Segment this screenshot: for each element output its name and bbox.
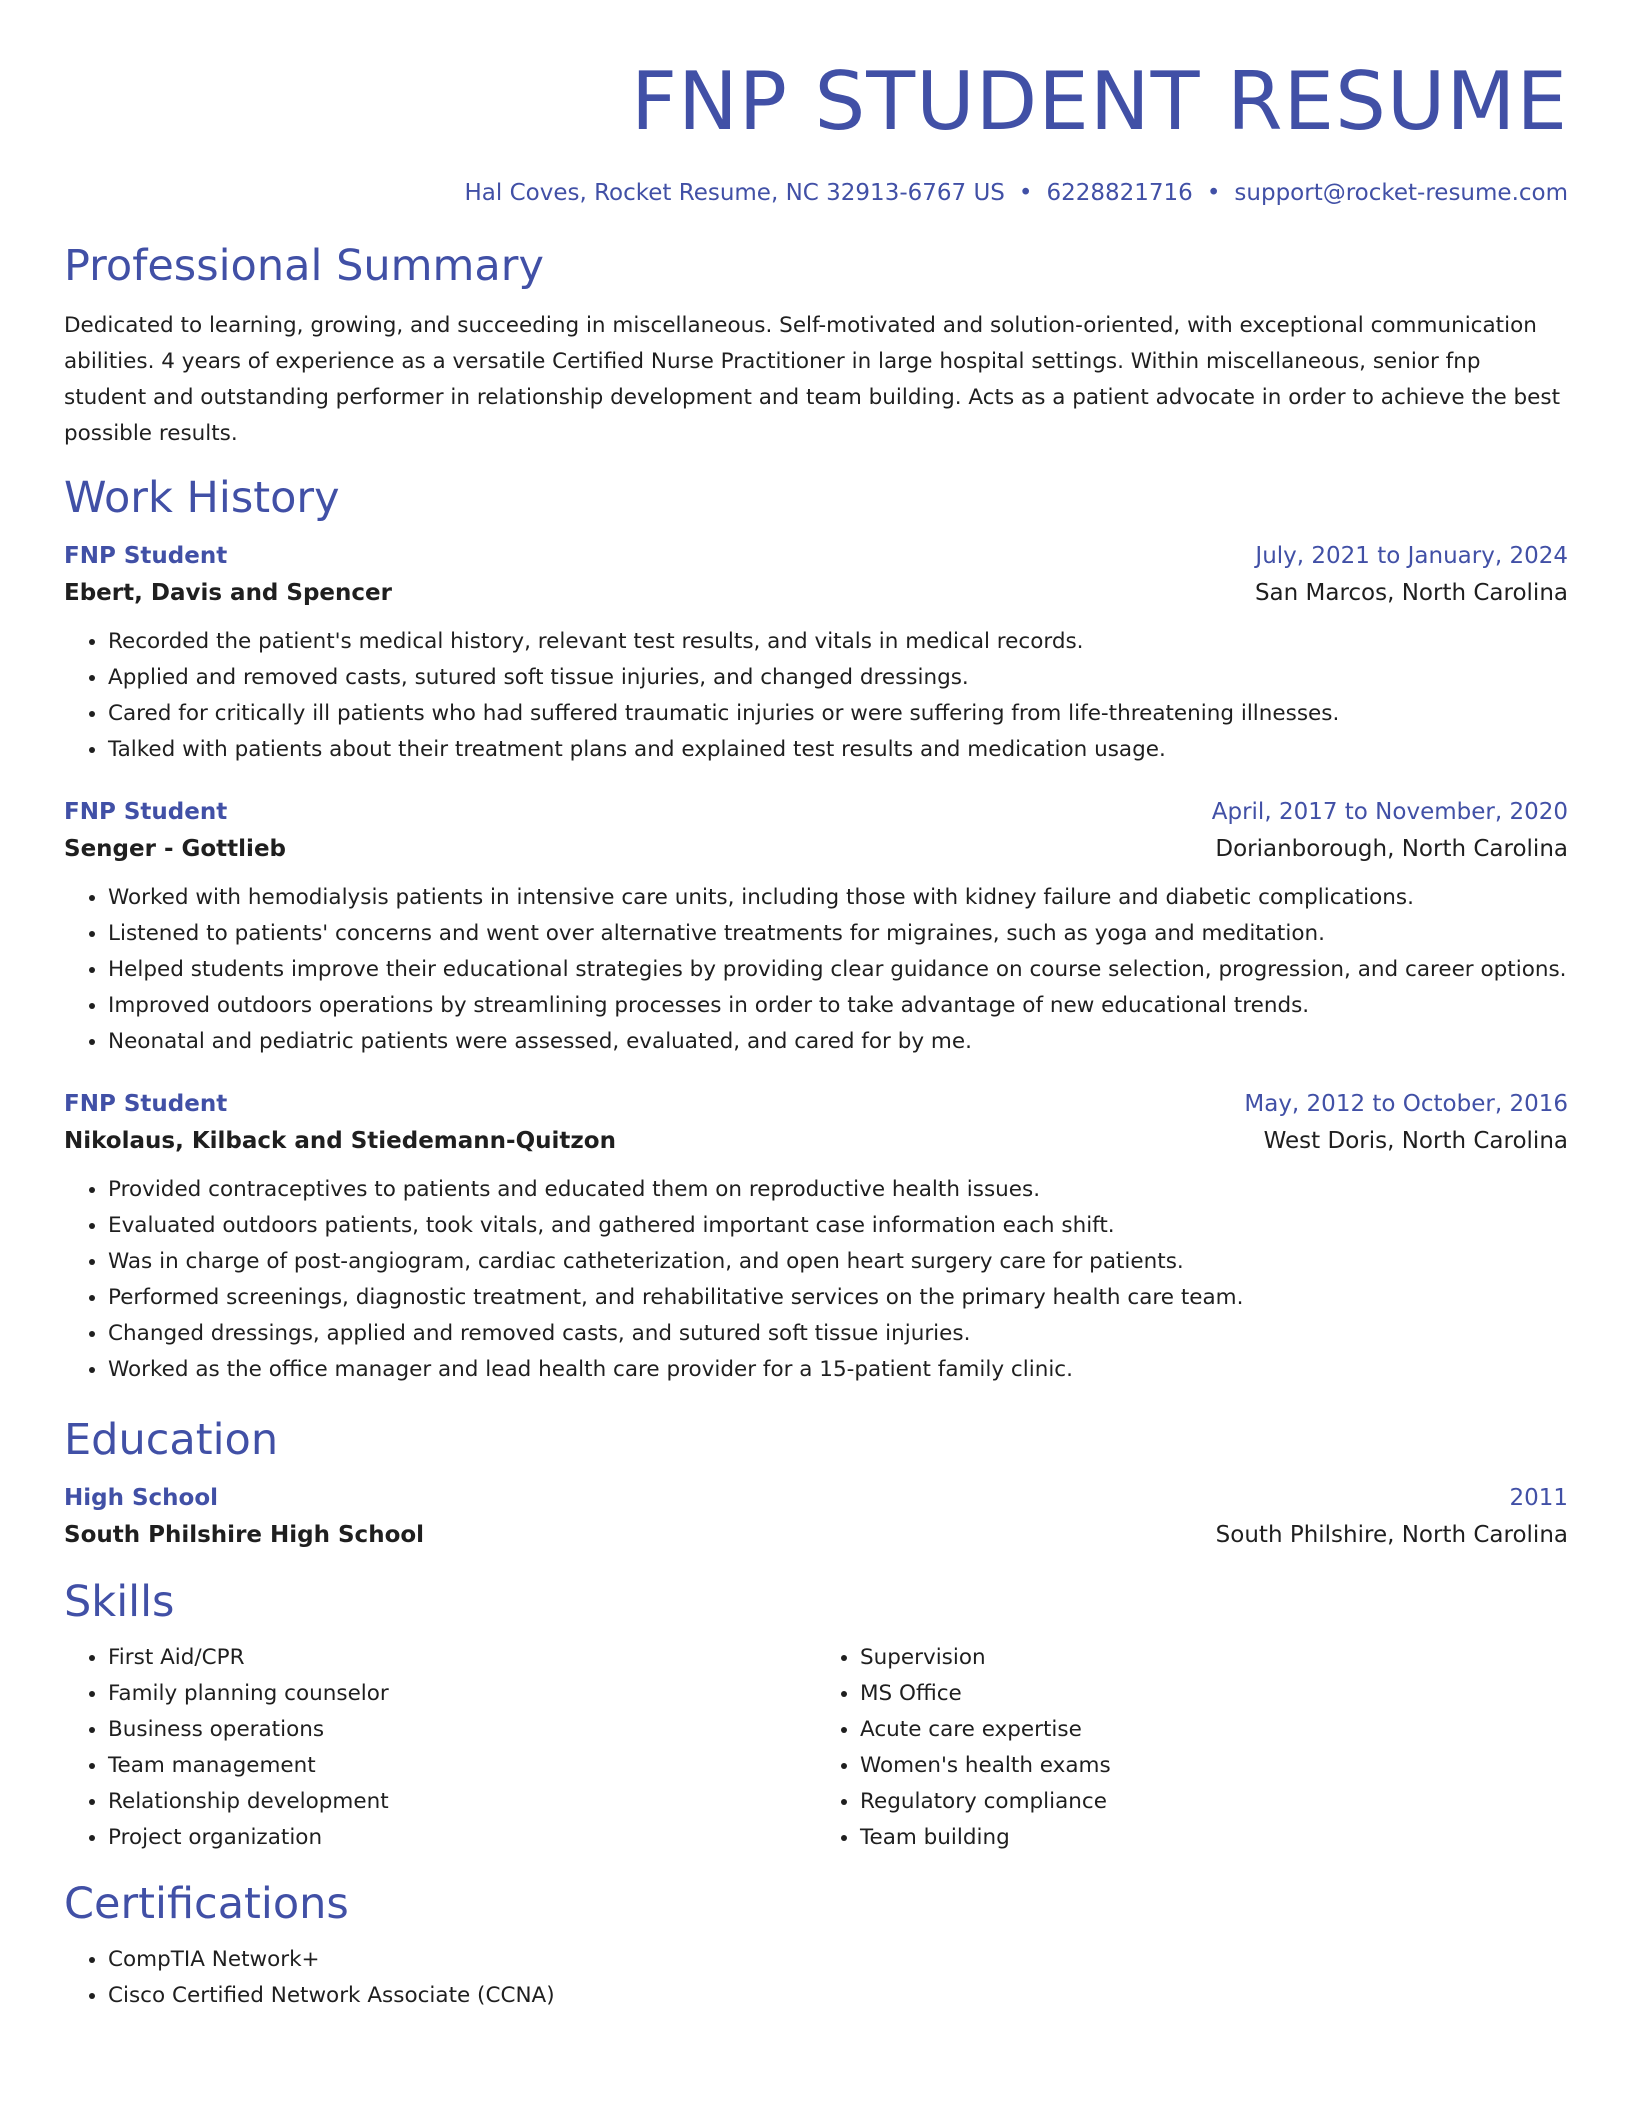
job-employer: Nikolaus, Kilback and Stiedemann-Quitzon [64,1128,616,1154]
job-dates: July, 2021 to January, 2024 [1255,543,1568,569]
job-duty: • Changed dressings, applied and removed casts, and sutured soft tissue injuries. [108,1316,1568,1352]
job-duty: • Performed screenings, diagnostic treatment, and rehabilitative services on the primary health care team. [108,1280,1568,1316]
job-location: Dorianborough, North Carolina [1215,836,1568,862]
skill-item: • Team management [108,1748,816,1784]
skill-item: • Family planning counselor [108,1676,816,1712]
contact-separator: • [1018,180,1033,206]
education-year: 2011 [1509,1485,1568,1511]
job-duty: • Helped students improve their educational strategies by providing clear guidance on course selection, progression, and career options. [108,952,1568,988]
summary-heading: Professional Summary [64,241,544,291]
job-title: FNP Student [64,1091,228,1117]
job-duty: • Neonatal and pediatric patients were assessed, evaluated, and cared for by me. [108,1024,1568,1060]
job-duty: • Cared for critically ill patients who had suffered traumatic injuries or were suffering from life-threatening illnesses. [108,696,1568,732]
certifications-section [64,1876,1568,2014]
job-duty: • Talked with patients about their treatment plans and explained test results and medication usage. [108,732,1568,768]
job-entry [64,538,1568,768]
job-entry [64,1086,1568,1388]
job-duty: • Provided contraceptives to patients and educated them on reproductive health issues. [108,1172,1568,1208]
job-duty: • Evaluated outdoors patients, took vitals, and gathered important case information each shift. [108,1208,1568,1244]
job-duty: • Worked with hemodialysis patients in intensive care units, including those with kidney failure and diabetic complications. [108,880,1568,916]
job-title: FNP Student [64,799,228,825]
contact-phone: 6228821716 [1046,180,1193,206]
job-entry [64,794,1568,1060]
job-duty: • Applied and removed casts, sutured soft tissue injuries, and changed dressings. [108,660,1568,696]
certification-item: • Cisco Certified Network Associate (CCNA) [108,1978,1568,2014]
contact-email: support@rocket-resume.com [1234,180,1568,206]
skill-item: • Women's health exams [860,1748,1568,1784]
job-duty: • Recorded the patient's medical history, relevant test results, and vitals in medical records. [108,624,1568,660]
skills-heading: Skills [64,1577,175,1627]
certification-item: • CompTIA Network+ [108,1942,1568,1978]
certifications-heading: Certifications [64,1879,349,1929]
job-employer: Senger - Gottlieb [64,836,287,862]
skill-item: • Acute care expertise [860,1712,1568,1748]
job-location: San Marcos, North Carolina [1254,580,1568,606]
skills-list-right [816,1640,1568,1856]
contact-line [64,178,1568,208]
job-duties [64,1172,1568,1388]
skills-columns [64,1640,1568,1856]
job-duty: • Was in charge of post-angiogram, cardiac catheterization, and open heart surgery care for patients. [108,1244,1568,1280]
job-duties [64,880,1568,1060]
job-dates: May, 2012 to October, 2016 [1244,1091,1568,1117]
contact-separator: • [1206,180,1221,206]
skills-section [64,1574,1568,1856]
summary-text: Dedicated to learning, growing, and succeeding in miscellaneous. Self-motivated and solution-oriented, with exceptional communication abilities. 4 years of experience as a versatile Certified Nurse Practitioner in large hospital settings. Within miscellaneous, senior fnp student and outstanding performer in relationship development and team building. Acts as a patient advocate in order to achieve the best possible results. [64,313,1561,446]
work-history-heading: Work History [64,473,340,523]
job-title: FNP Student [64,543,228,569]
skill-item: • MS Office [860,1676,1568,1712]
resume-title: FNP STUDENT RESUME [630,55,1568,148]
skills-list-left [64,1640,816,1856]
skill-item: • Relationship development [108,1784,816,1820]
education-school: South Philshire High School [64,1522,425,1548]
skill-item: • Regulatory compliance [860,1784,1568,1820]
job-duty: • Improved outdoors operations by streamlining processes in order to take advantage of new educational trends. [108,988,1568,1024]
job-duty: • Listened to patients' concerns and went over alternative treatments for migraines, such as yoga and meditation. [108,916,1568,952]
contact-address: Hal Coves, Rocket Resume, NC 32913-6767 US [464,180,1005,206]
job-duty: • Worked as the office manager and lead health care provider for a 15-patient family clinic. [108,1352,1568,1388]
education-heading: Education [64,1415,279,1465]
skill-item: • Project organization [108,1820,816,1856]
skill-item: • Team building [860,1820,1568,1856]
education-degree: High School [64,1485,219,1511]
skill-item: • Supervision [860,1640,1568,1676]
work-history-section [64,470,1568,1388]
certifications-list [64,1942,1568,2014]
job-duties [64,624,1568,768]
job-location: West Doris, North Carolina [1263,1128,1568,1154]
summary-section [64,238,1568,452]
education-location: South Philshire, North Carolina [1215,1522,1568,1548]
job-employer: Ebert, Davis and Spencer [64,580,392,606]
job-dates: April, 2017 to November, 2020 [1211,799,1568,825]
skill-item: • Business operations [108,1712,816,1748]
skill-item: • First Aid/CPR [108,1640,816,1676]
education-section [64,1412,1568,1554]
